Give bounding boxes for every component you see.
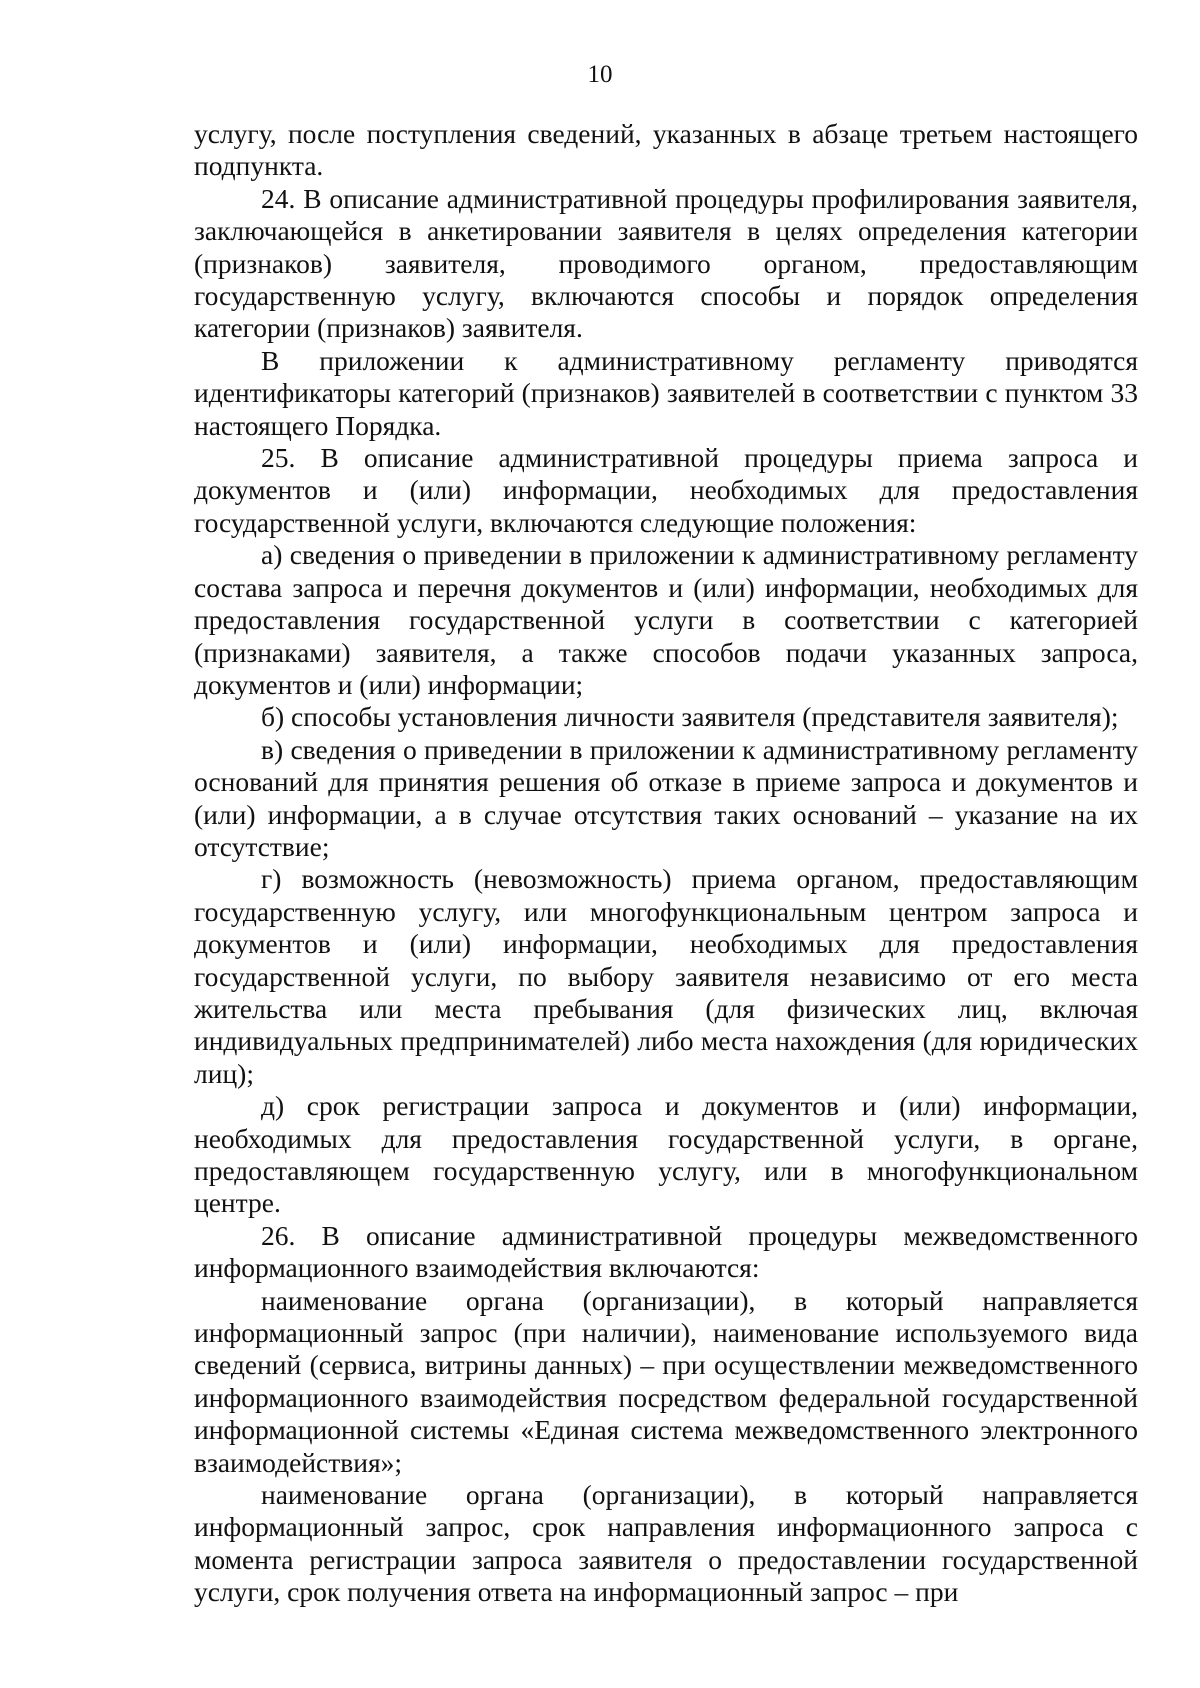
- paragraph-annex-identifiers: В приложении к административному регламенту приводятся идентификаторы категорий (признаков) заявителей в соответствии с пунктом 33 настоящего Порядка.: [194, 344, 1138, 441]
- document-body: [194, 118, 1138, 1609]
- paragraph-item-24: 24. В описание административной процедуры профилирования заявителя, заключающейся в анкетировании заявителя в целях определения категории (признаков) заявителя, проводимого органом, предоставляющим государственную услугу, включаются способы и порядок определения категории (признаков) заявителя.: [194, 182, 1138, 344]
- paragraph-item-25-d: д) срок регистрации запроса и документов и (или) информации, необходимых для предоставления государственной услуги, в органе, предоставляющем государственную услугу, или в многофункциональном центре.: [194, 1090, 1138, 1219]
- paragraph-item-26: 26. В описание административной процедуры межведомственного информационного взаимодействия включаются:: [194, 1219, 1138, 1284]
- paragraph-item-25: 25. В описание административной процедуры приема запроса и документов и (или) информации, необходимых для предоставления государственной услуги, включаются следующие положения:: [194, 442, 1138, 538]
- page-number: 10: [587, 61, 613, 88]
- paragraph-continuation: услугу, после поступления сведений, указанных в абзаце третьем настоящего подпункта.: [194, 118, 1138, 182]
- paragraph-item-26-first: наименование органа (организации), в который направляется информационный запрос (при наличии), наименование используемого вида сведений (сервиса, витрины данных) – при осуществлении межведомственного информационного взаимодействия посредством федеральной государственной информационной системы «Единая система межведомственного электронного взаимодействия»;: [194, 1284, 1138, 1478]
- paragraph-item-26-second: наименование органа (организации), в который направляется информационный запрос, срок направления информационного запроса с момента регистрации запроса заявителя о предоставлении государственной услуги, срок получения ответа на информационный запрос – при: [194, 1479, 1138, 1608]
- paragraph-item-25-b: б) способы установления личности заявителя (представителя заявителя);: [261, 701, 1119, 733]
- paragraph-item-25-g: г) возможность (невозможность) приема органом, предоставляющим государственную услугу, или многофункциональным центром запроса и документов и (или) информации, необходимых для предоставления государственной услуги, по выбору заявителя независимо от его места жительства или места пребывания (для физических лиц, включая индивидуальных предпринимателей) либо места нахождения (для юридических лиц);: [194, 863, 1138, 1089]
- paragraph-item-25-a: а) сведения о приведении в приложении к административному регламенту состава запроса и перечня документов и (или) информации, необходимых для предоставления государственной услуги в соответствии с категорией (признаками) заявителя, а также способов подачи указанных запроса, документов и (или) информации;: [194, 539, 1138, 700]
- paragraph-item-25-v: в) сведения о приведении в приложении к административному регламенту оснований для принятия решения об отказе в приеме запроса и документов и (или) информации, а в случае отсутствия таких оснований – указание на их отсутствие;: [194, 733, 1138, 862]
